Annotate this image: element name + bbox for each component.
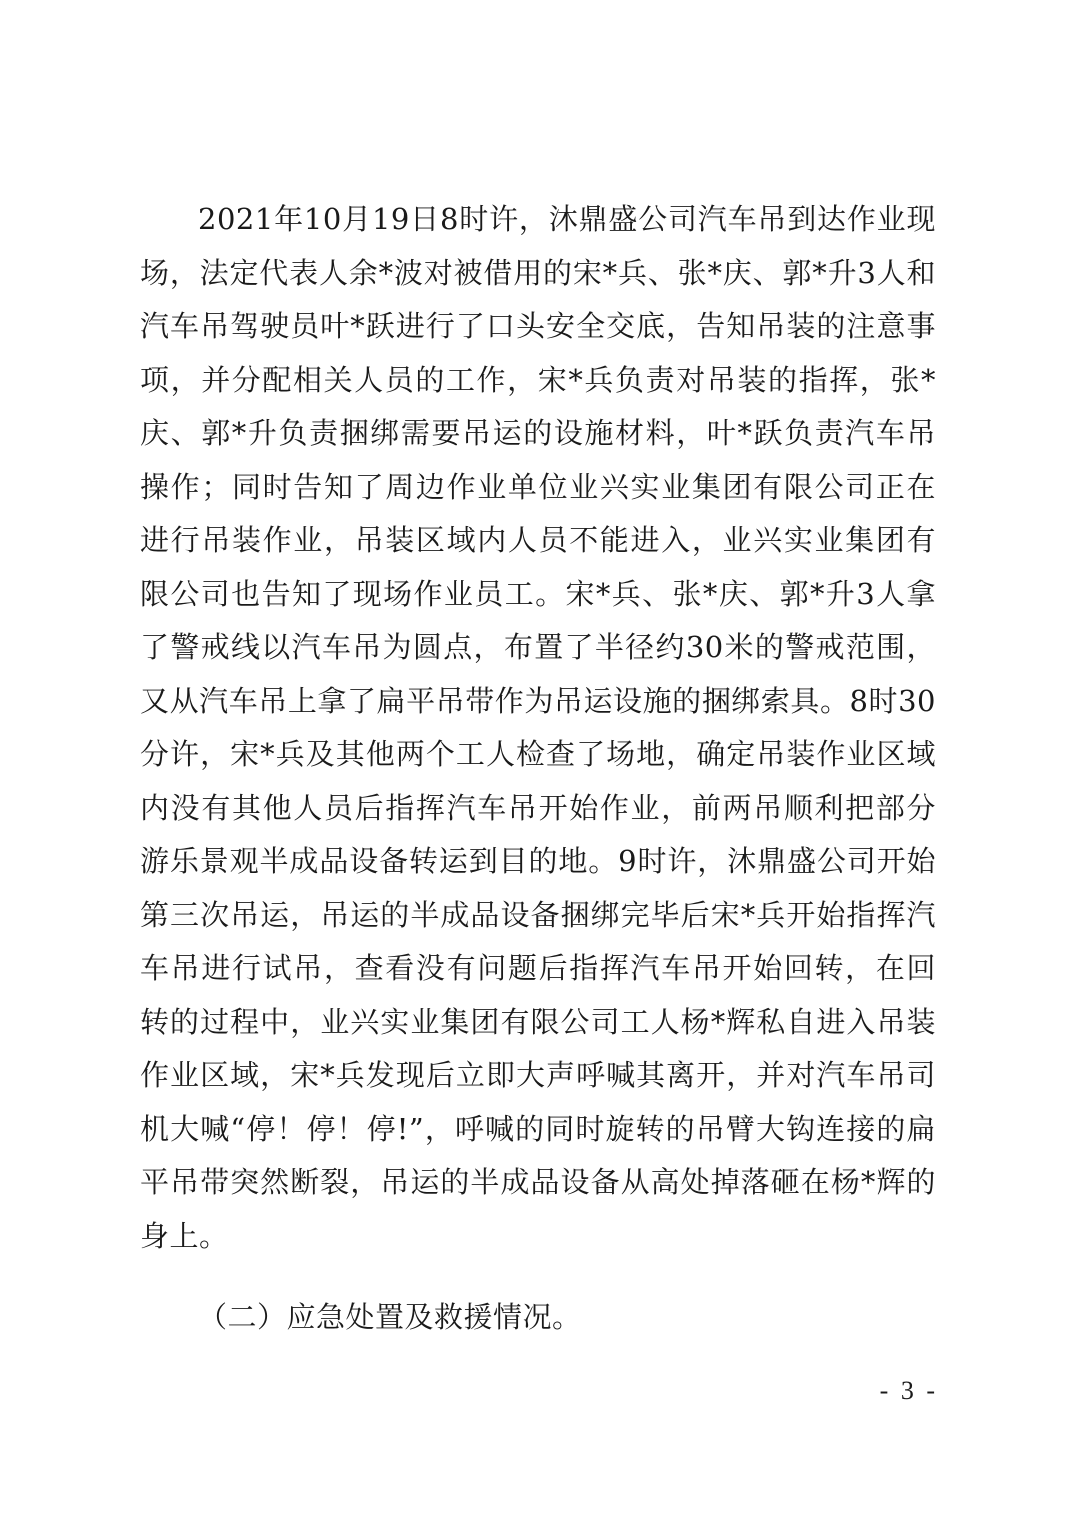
page-number: - 3 - (879, 1376, 938, 1405)
section-heading: （二）应急处置及救援情况。 (198, 1300, 582, 1334)
body-paragraph: 2021年10月19日8时许，沐鼎盛公司汽车吊到达作业现场，法定代表人余*波对被借用的宋*兵、张*庆、郭*升3人和汽车吊驾驶员叶*跃进行了口头安全交底，告知吊装的注意事项，并分配相关人员的工作，宋*兵负责对吊装的指挥，张*庆、郭*升负责捆绑需要吊运的设施材料，叶*跃负责汽车吊操作；同时告知了周边作业单位业兴实业集团有限公司正在进行吊装作业，吊装区域内人员不能进入，业兴实业集团有限公司也告知了现场作业员工。宋*兵、张*庆、郭*升3人拿了警戒线以汽车吊为圆点，布置了半径约30米的警戒范围，又从汽车吊上拿了扁平吊带作为吊运设施的捆绑索具。8时30分许，宋*兵及其他两个工人检查了场地，确定吊装作业区域内没有其他人员后指挥汽车吊开始作业，前两吊顺利把部分游乐景观半成品设备转运到目的地。9时许，沐鼎盛公司开始第三次吊运，吊运的半成品设备捆绑完毕后宋*兵开始指挥汽车吊进行试吊，查看没有问题后指挥汽车吊开始回转，在回转的过程中，业兴实业集团有限公司工人杨*辉私自进入吊装作业区域，宋*兵发现后立即大声呼喊其离开，并对汽车吊司机大喊“停！停！停!”，呼喊的同时旋转的吊臂大钩连接的扁平吊带突然断裂，吊运的半成品设备从高处掉落砸在杨*辉的身上。 (140, 202, 936, 1253)
document-body (140, 193, 936, 1345)
